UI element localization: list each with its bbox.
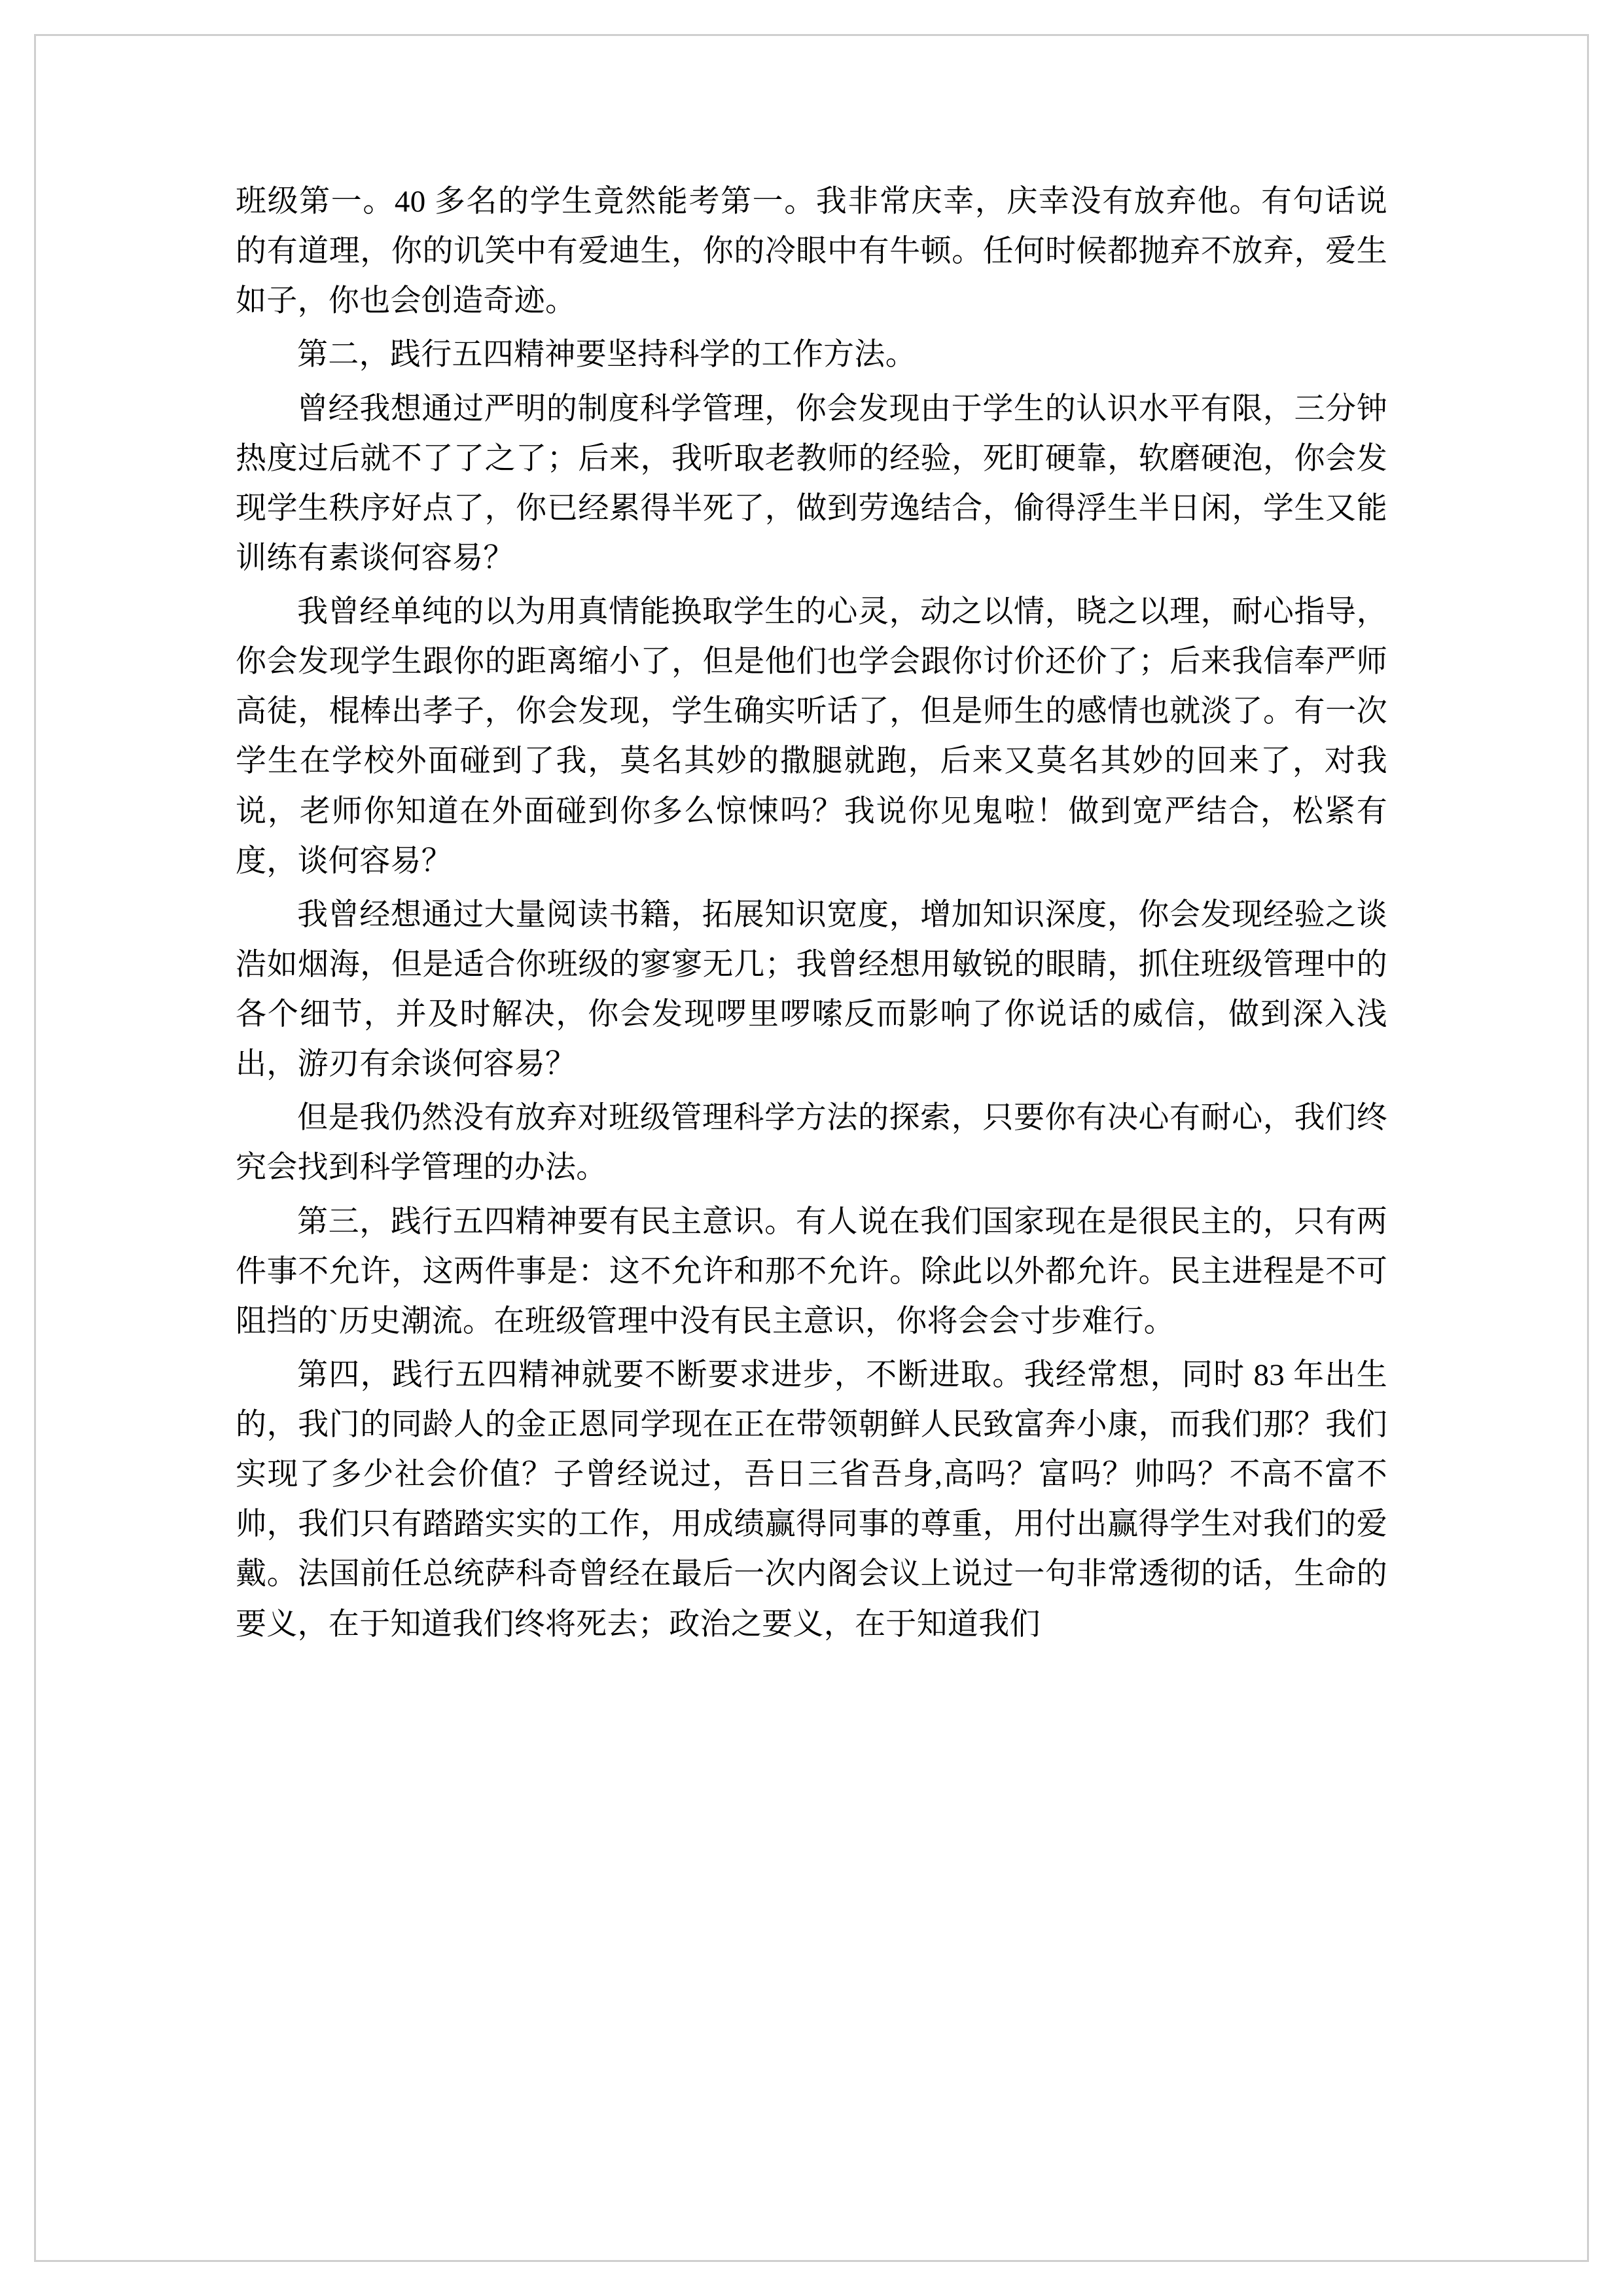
paragraph: 我曾经单纯的以为用真情能换取学生的心灵，动之以情，晓之以理，耐心指导，你会发现学生跟你的距离缩小了，但是他们也学会跟你讨价还价了；后来我信奉严师高徒，棍棒出孝子，你会发现，学生确实听话了，但是师生的感情也就淡了。有一次学生在学校外面碰到了我，莫名其妙的撒腿就跑，后来又莫名其妙的回来了，对我说，老师你知道在外面碰到你多么惊悚吗？我说你见鬼啦！做到宽严结合，松紧有度，谈何容易？ <box>236 595 1387 878</box>
paragraph: 但是我仍然没有放弃对班级管理科学方法的探索，只要你有决心有耐心，我们终究会找到科学管理的办法。 <box>236 1101 1387 1185</box>
document-body <box>236 177 1387 1653</box>
paragraph: 第二，践行五四精神要坚持科学的工作方法。 <box>297 338 916 372</box>
paragraph: 第三，践行五四精神要有民主意识。有人说在我们国家现在是很民主的，只有两件事不允许，这两件事是：这不允许和那不允许。除此以外都允许。民主进程是不可阻挡的`历史潮流。在班级管理中没有民主意识，你将会会寸步难行。 <box>236 1204 1387 1338</box>
paragraph: 我曾经想通过大量阅读书籍，拓展知识宽度，增加知识深度，你会发现经验之谈浩如烟海，但是适合你班级的寥寥无几；我曾经想用敏锐的眼睛，抓住班级管理中的各个细节，并及时解决，你会发现啰里啰嗦反而影响了你说话的威信，做到深入浅出，游刃有余谈何容易？ <box>236 897 1387 1082</box>
paragraph: 第四，践行五四精神就要不断要求进步，不断进取。我经常想，同时 83 年出生的，我门的同龄人的金正恩同学现在正在带领朝鲜人民致富奔小康，而我们那？我们实现了多少社会价值？子曾经说过，吾日三省吾身,高吗？富吗？帅吗？不高不富不帅，我们只有踏踏实实的工作，用成绩赢得同事的尊重，用付出赢得学生对我们的爱戴。法国前任总统萨科奇曾经在最后一次内阁会议上说过一句非常透彻的话，生命的要义，在于知道我们终将死去；政治之要义，在于知道我们 <box>236 1357 1387 1641</box>
paragraph: 班级第一。40 多名的学生竟然能考第一。我非常庆幸，庆幸没有放弃他。有句话说的有道理，你的讥笑中有爱迪生，你的冷眼中有牛顿。任何时候都抛弃不放弃，爱生如子，你也会创造奇迹。 <box>236 185 1387 319</box>
paragraph: 曾经我想通过严明的制度科学管理，你会发现由于学生的认识水平有限，三分钟热度过后就不了了之了；后来，我听取老教师的经验，死盯硬靠，软磨硬泡，你会发现学生秩序好点了，你已经累得半死了，做到劳逸结合，偷得浮生半日闲，学生又能训练有素谈何容易？ <box>236 391 1387 575</box>
